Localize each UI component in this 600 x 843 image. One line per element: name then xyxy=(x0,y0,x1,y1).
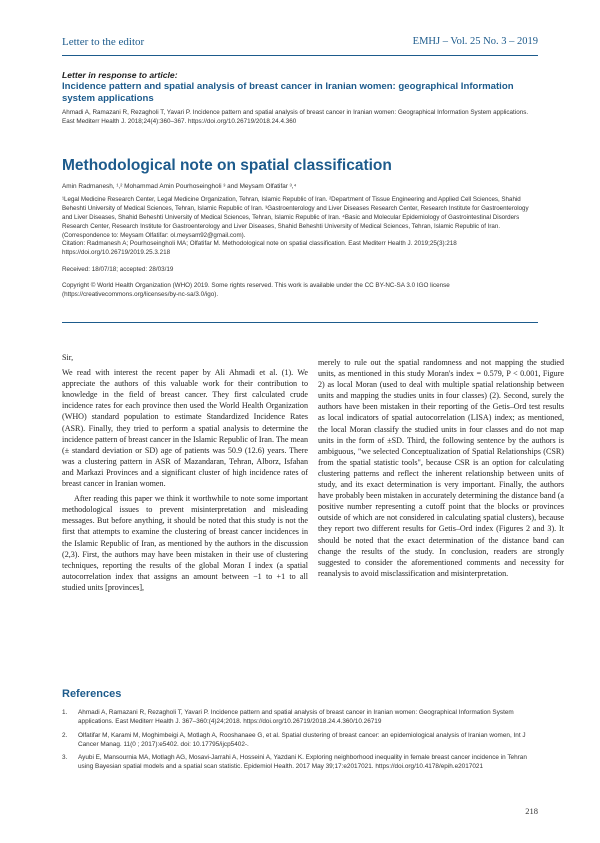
reference-item xyxy=(62,731,538,750)
references-heading: References xyxy=(62,688,122,700)
journal-info: EMHJ – Vol. 25 No. 3 – 2019 xyxy=(412,36,538,47)
copyright-notice: Copyright © World Health Organization (WHO) 2019. Some rights reserved. This work is available under the CC BY-NC-SA 3.0 IGO license (https://creativecommons.org/licenses/by-nc-sa/3.0/igo). xyxy=(62,282,450,298)
response-label: Letter in response to article: xyxy=(62,70,178,80)
reference-text: Olfatifar M, Karami M, Moghimbeigi A, Motlagh A, Rooshanaee G, et al. Spatial clustering of breast cancer: an epidemiological analysis of Iranian women, Int J Cancer Manag. 11(0 ; 2017):e5402. doi: 10.17795/ijcp5402-. xyxy=(78,731,526,748)
salutation: Sir, xyxy=(62,353,74,362)
body-paragraph: After reading this paper we think it worthwhile to note some important methodological issues to prevent misinterpretation and misleading messages. But before anything, it should be noted that this study is not the first that attempts to examine the clustering of breast cancer incidences in the Islamic Republic of Iran, as mentioned by the authors in the discussion (2,3). First, the authors may have been mistaken in their use of clustering techniques, reporting the results of the global Moran I index (a spatial autocorrelation index that assigns an amount between −1 to +1 to all studied units [provinces], xyxy=(62,494,308,592)
body-column-left xyxy=(62,352,308,593)
affiliations: ¹Legal Medicine Research Center, Legal Medicine Organization, Tehran, Islamic Republic of Iran. ²Department of Tissue Engineering and Applied Cell Sciences, Shahid Beheshti University of Medical Sciences, Tehran, Islamic Republic of Iran. ³Gastroenterology and Liver Diseases Research Center, Research Institute for Gastroenterology and Liver Diseases, Shahid Beheshti University of Medical Sciences, Tehran, Islamic Republic of Iran. ⁴Basic and Molecular Epidemiology of Gastrointestinal Disorders Research Center, Research Institute for Gastroenterology and Liver Diseases, Shahid Beheshti University of Medical Sciences, Tehran, Islamic Republic of Iran. (Correspondence to: Meysam Olfatifar: ol.meysam92@gmail.com). xyxy=(62,196,529,239)
reference-text: Ayubi E, Mansournia MA, Motlagh AG, Mosavi-Jarrahi A, Hosseini A, Yazdani K. Exploring neighborhood inequality in female breast cancer incidence in Tehran using Bayesian spatial models and a spatial scan statistic. Epidemiol Health. 2017 May 39;17:e2017021. https://doi.org/10.4178/epih.e2017021 xyxy=(78,754,527,771)
reference-item xyxy=(62,753,538,772)
received-dates: Received: 18/07/18; accepted: 28/03/19 xyxy=(62,266,174,273)
article-title: Methodological note on spatial classification xyxy=(62,157,392,174)
page-number: 218 xyxy=(525,806,538,816)
response-block xyxy=(62,70,538,126)
response-title: Incidence pattern and spatial analysis of breast cancer in Iranian women: geographical Information system applications xyxy=(62,81,514,104)
page-header xyxy=(62,36,538,56)
reference-item xyxy=(62,708,538,727)
reference-list xyxy=(62,708,538,776)
header-rule xyxy=(62,55,538,56)
reference-number: 3. xyxy=(62,754,68,762)
body-paragraph: merely to rule out the spatial randomness and not mapping the studied units, as mentioned in this study Moran's index = 0.579, P < 0.001, Figure 2) as local Moran (used to deal with multiple spatial relationship between units and mapping the studies units in four classes) (2). Second, surely the authors have been mistaken in their reporting of the Getis–Ord test results as local indicators of spatial autocorrelation (LISA) index; as mentioned, the local Moran classify the studied units in four classes and do not map units in the form of ±SD. Third, the following sentence by the authors is ambiguous, "we selected Conceptualization of Spatial Relationships (CSR) from the spatial statistic tools", because CSR is an option for calculating clustering patterns and reflect the inherent relationship between units of study, and its exact determination is very important. Finally, the authors have probably been mistaken in accurately determining the distance band (a positive number representing a cutoff point that the blocks or provinces outside of which are not considered in calculating spatial clusters), because they report two different results for Getis–Ord index (Figures 2 and 3). It should be noted that the exact determination of the distance band can change the results of the study. In conclusion, readers are strongly suggested to consider the aforementioned comments and necessity for reanalysis to avoid misclassification and misinterpretation. xyxy=(318,358,564,578)
article-citation: Citation: Radmanesh A; Pourhoseingholi MA; Olfatifar M. Methodological note on spatial classification. East Mediterr Health J. 2019;25(3):218 https://doi.org/10.26719/2019.25.3.218 xyxy=(62,240,457,256)
reference-text: Ahmadi A, Ramazani R, Rezagholi T, Yavari P. Incidence pattern and spatial analysis of breast cancer in Iranian women: Geographical Information System applications. East Mediterr Health J. 367–360:(4)24;2018. https://doi.org/10.26719/2018.24.4.360/10.26719 xyxy=(78,709,514,726)
reference-number: 2. xyxy=(62,731,68,739)
author-list: Amin Radmanesh, ¹,² Mohammad Amin Pourhoseingholi ³ and Meysam Olfatifar ³,⁴ xyxy=(62,183,297,190)
body-column-right xyxy=(318,357,564,579)
section-label: Letter to the editor xyxy=(62,36,145,48)
reference-number: 1. xyxy=(62,709,68,716)
body-paragraph: We read with interest the recent paper by Ali Ahmadi et al. (1). We appreciate the authors of this valuable work for their contribution to knowledge in the field of breast cancer. They first calculated crude incidence rates for each province then used the World Health Organization (WHO) standard population to estimate Standardized Incidence Rates (ASR). Finally, they tried to perform a spatial analysis to determine the incidence pattern of breast cancer in the Islamic Republic of Iran. The mean (± standard deviation or SD) age of patients was 50.9 (12.6) years. There was a clustering pattern in ASR of Mazandaran, Tehran, Alborz, Isfahan and Markazi Provinces and a significant cluster of high incidence rates of breast cancer in Iranian women. xyxy=(62,368,308,489)
section-divider xyxy=(62,322,538,323)
response-citation: Ahmadi A, Ramazani R, Rezagholi T, Yavari P. Incidence pattern and spatial analysis of breast cancer in Iranian women: Geographical Information System applications. East Mediterr Health J. 2018;24(4):360–367. https://doi.org/10.26719/2018.24.4.360 xyxy=(62,109,529,125)
